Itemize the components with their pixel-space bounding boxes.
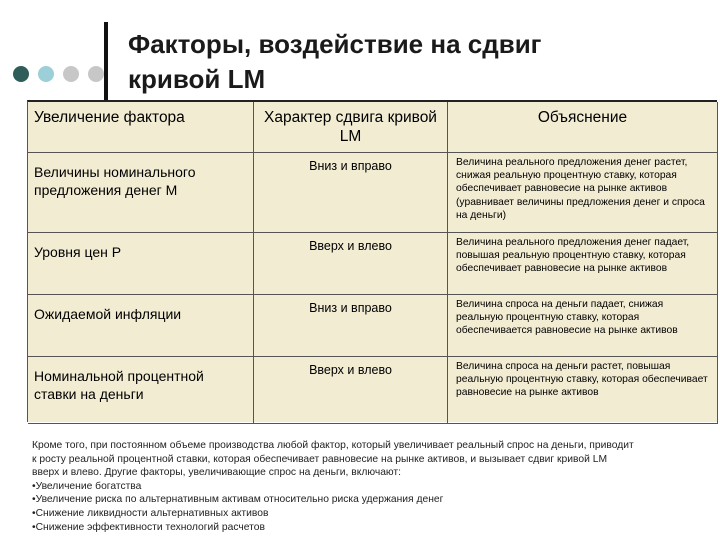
- slide-title-line-2: кривой LM: [128, 64, 266, 94]
- decorative-dots: [13, 66, 104, 82]
- row-4-factor: Номинальной процентной ставки на деньги: [28, 357, 254, 424]
- row-4-explanation: Величина спроса на деньги растет, повышая реальную процентную ставку, которая обеспечивает равновесие на рынке активов: [448, 357, 718, 424]
- row-2-direction: Вверх и влево: [254, 233, 448, 295]
- footer-line-2: к росту реальной процентной ставки, которая обеспечивает равновесие на рынке активов, и вызывает сдвиг кривой LM: [32, 453, 608, 465]
- row-2-factor: Уровня цен Р: [28, 233, 254, 295]
- decor-dot-3: [63, 66, 79, 82]
- row-4-direction: Вверх и влево: [254, 357, 448, 424]
- decor-dot-1: [13, 66, 29, 82]
- footer-notes: [32, 439, 720, 534]
- row-3-direction: Вниз и вправо: [254, 295, 448, 357]
- row-3-explanation: Величина спроса на деньги падает, снижая реальную процентную ставку, которая обеспечивается равновесие на рынке активов: [448, 295, 718, 357]
- footer-bullet-risk: •Увеличение риска по альтернативным активам относительно риска удержания денег: [32, 494, 444, 506]
- footer-bullet-efficiency: •Снижение эффективности технологий расчетов: [32, 521, 265, 533]
- header-shift: Характер сдвига кривой LM: [254, 102, 448, 153]
- footer-bullet-wealth: •Увеличение богатства: [32, 480, 142, 492]
- decor-dot-4: [88, 66, 104, 82]
- row-1-factor: Величины номинального предложения денег М: [28, 153, 254, 233]
- footer-line-3: вверх и влево. Другие факторы, увеличивающие спрос на деньги, включают:: [32, 467, 401, 479]
- footer-line-1: Кроме того, при постоянном объеме производства любой фактор, который увеличивает реальный спрос на деньги, приводит: [32, 440, 634, 451]
- slide-title-line-1: Факторы, воздействие на сдвиг: [128, 29, 542, 59]
- header-factor: Увеличение фактора: [28, 102, 254, 153]
- row-2-explanation: Величина реального предложения денег падает, повышая реальную процентную ставку, которая обеспечивает равновесие на рынке активов: [448, 233, 718, 295]
- title-divider: [104, 22, 108, 100]
- factors-table: [27, 100, 717, 422]
- row-1-explanation: Величина реального предложения денег растет, снижая реальную процентную ставку, которая обеспечивает равновесие на рынке активов (уравнивает величины предложения денег и спроса на деньги): [448, 153, 718, 233]
- footer-bullet-liquidity: •Снижение ликвидности альтернативных активов: [32, 507, 269, 519]
- row-3-factor: Ожидаемой инфляции: [28, 295, 254, 357]
- header-explanation: Объяснение: [448, 102, 718, 153]
- slide-title: [128, 27, 688, 97]
- decor-dot-2: [38, 66, 54, 82]
- row-1-direction: Вниз и вправо: [254, 153, 448, 233]
